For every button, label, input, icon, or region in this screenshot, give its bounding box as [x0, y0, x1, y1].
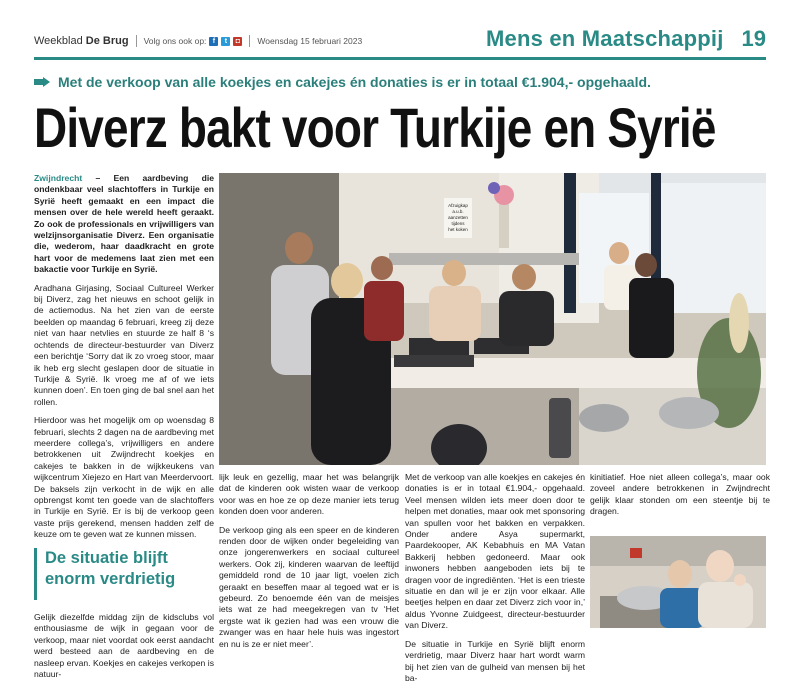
secondary-photo — [590, 536, 766, 628]
header-rule — [34, 57, 766, 60]
photo-sign-line3: aanzetten — [448, 215, 468, 220]
bakers-photo-illustration — [590, 536, 766, 628]
facebook-icon[interactable]: f — [209, 37, 218, 46]
column-1 — [34, 173, 214, 548]
instagram-icon[interactable]: ◘ — [233, 37, 242, 46]
follow-label: Volg ons ook op: — [143, 36, 207, 46]
paragraph: Aradhana Girjasing, Sociaal Cultureel Werker bij Diverz, zag het nieuws en schoot gelijk in de actiemodus. Na het zien van de eerste beelden op maandag 6 februari, kreeg zij deze niet van haar netvlies en stuurde ze half 8 ‘s ochtends de directeur-bestuurder van Diverz een berichtje ‘Sorry dat ik zo vroeg stoor, maar ik heb erg slecht geslapen door de situatie in Turkije & Syrië. Ik vroeg me af of we iets kunnen doen’. En toen ging de bal snel aan het rollen. — [34, 282, 214, 407]
subheading: De situatie blijft enorm verdrietig — [45, 549, 176, 588]
kitchen-photo-illustration — [219, 173, 766, 465]
photo-sign-line4: tijdens — [451, 221, 465, 226]
paragraph: lijk leuk en gezellig, maar het was belangrijk dat de kinderen ook wisten waar de verkoop voor was en hoe ze op deze manier iets terug konden doen voor anderen. — [219, 472, 399, 517]
intro-paragraph: Zwijndrecht – Een aardbeving die ondenkbaar veel slachtoffers in Turkije en Syrië heeft gemaakt en een impact die mensen over de hele wereld heeft geraakt. Zo ook de professionals en vrijwilligers van welzijnsorganisatie Diverz. Een organisatie die, wederom, haar daadkracht en grote hart voor de medemens laat zien met een bakactie voor Turkije en Syrië. — [34, 173, 214, 275]
divider — [136, 35, 137, 47]
paragraph: De situatie in Turkije en Syrië blijft enorm verdrietig, maar Diverz haar hart wordt warm bij het zien van de gulheid van mensen bij het ba- — [405, 638, 585, 683]
photo-sign-line5: het koken — [448, 227, 468, 232]
paragraph: Gelijk diezelfde middag zijn de kidsclubs vol enthousiasme de wijk in gegaan voor de verkoop, maar niet voordat ook eerst aandacht werd besteed aan de aardbeving en de nasleep ervan. Koekjes en cakejes verkopen is natuur- — [34, 612, 214, 680]
section-title: Mens en Maatschappij — [486, 26, 724, 51]
column-4 — [590, 472, 770, 525]
paragraph: Hierdoor was het mogelijk om op woensdag 8 februari, slechts 2 dagen na de aardbeving met meerdere collega’s, vrijwilligers en andere betrokkenen uit Zwijndrecht koekjes en cakejes te bakken in de wijkkeukens van wijkcentrum Xiejezo en Hart van Meerdervoort. De baksels zijn verkocht in de wijk en alle opbrengst komt ten goede van de slachtoffers in Turkije en Syrië. Er is bij de verkoop geen vaste prijs gerekend, mensen hadden zelf de keuze om te geven wat ze kunnen missen. — [34, 415, 214, 540]
paragraph: Met de verkoop van alle koekjes en cakejes én donaties is er in totaal €1.904,- opgehaald. Veel mensen wilden iets meer doen door te helpen met donaties, maar ook met sponsoring van spullen voor het bakken en verpakken. Onder andere Asya supermarkt, Paardekooper, AK Kebabhuis en MA Vatan Bakkerij hebben gedoneerd. Maar ook inwoners hebben aangeboden iets bij te dragen voor de ingrediënten. ‘Het is een trieste situatie en dan wil je er zijn voor elkaar. Alle beetjes helpen en daar zet Diverz zich voor in,’ aldus Yvonne Zuidgeest, directeur-bestuurder van Diverz. — [405, 472, 585, 631]
issue-date: Woensdag 15 februari 2023 — [257, 36, 363, 46]
main-photo — [219, 173, 766, 465]
photo-sign-line2: a.u.b. — [452, 209, 464, 214]
paragraph: De verkoop ging als een speer en de kinderen renden door de wijken onder begeleiding van onze jongerenwerkers en sociaal cultureel werkers. Ook zij, kinderen waarvan de leeftijd gemiddeld rond de 10 jaar ligt, voelen zich geraakt en beseffen maar al tegoed wat er is gebeurd. Zo benoemde één van de meisjes iets wat ze had meegekregen van tv ‘Het ergste wat ik gezien had was een vrouw die zwanger was en haar hele huis was ingestort en nu is ze er niet meer’. — [219, 524, 399, 649]
arrow-icon — [34, 77, 50, 87]
section-header — [486, 26, 766, 52]
twitter-icon[interactable]: t — [221, 37, 230, 46]
column-1-bottom — [34, 612, 214, 687]
photo-sign-line1: Afzuigkap — [448, 203, 468, 208]
publication-name: Weekblad De Brug — [34, 35, 129, 47]
headline: Diverz bakt voor Turkije en Syrië — [34, 96, 716, 159]
lead-line — [34, 74, 766, 90]
divider — [249, 35, 250, 47]
page-number: 19 — [741, 26, 766, 51]
paragraph: kinitiatief. Hoe niet alleen collega’s, maar ook zoveel andere betrokkenen in Zwijndrecht gelijk klaar stonden om een steentje bij te dragen. — [590, 472, 770, 517]
lead-text: Met de verkoop van alle koekjes en cakejes én donaties is er in totaal €1.904,- opgehaald. — [58, 74, 651, 90]
dateline: Zwijndrecht — [34, 173, 83, 183]
subheading-box — [34, 548, 214, 600]
column-2 — [219, 472, 399, 657]
column-3 — [405, 472, 585, 691]
